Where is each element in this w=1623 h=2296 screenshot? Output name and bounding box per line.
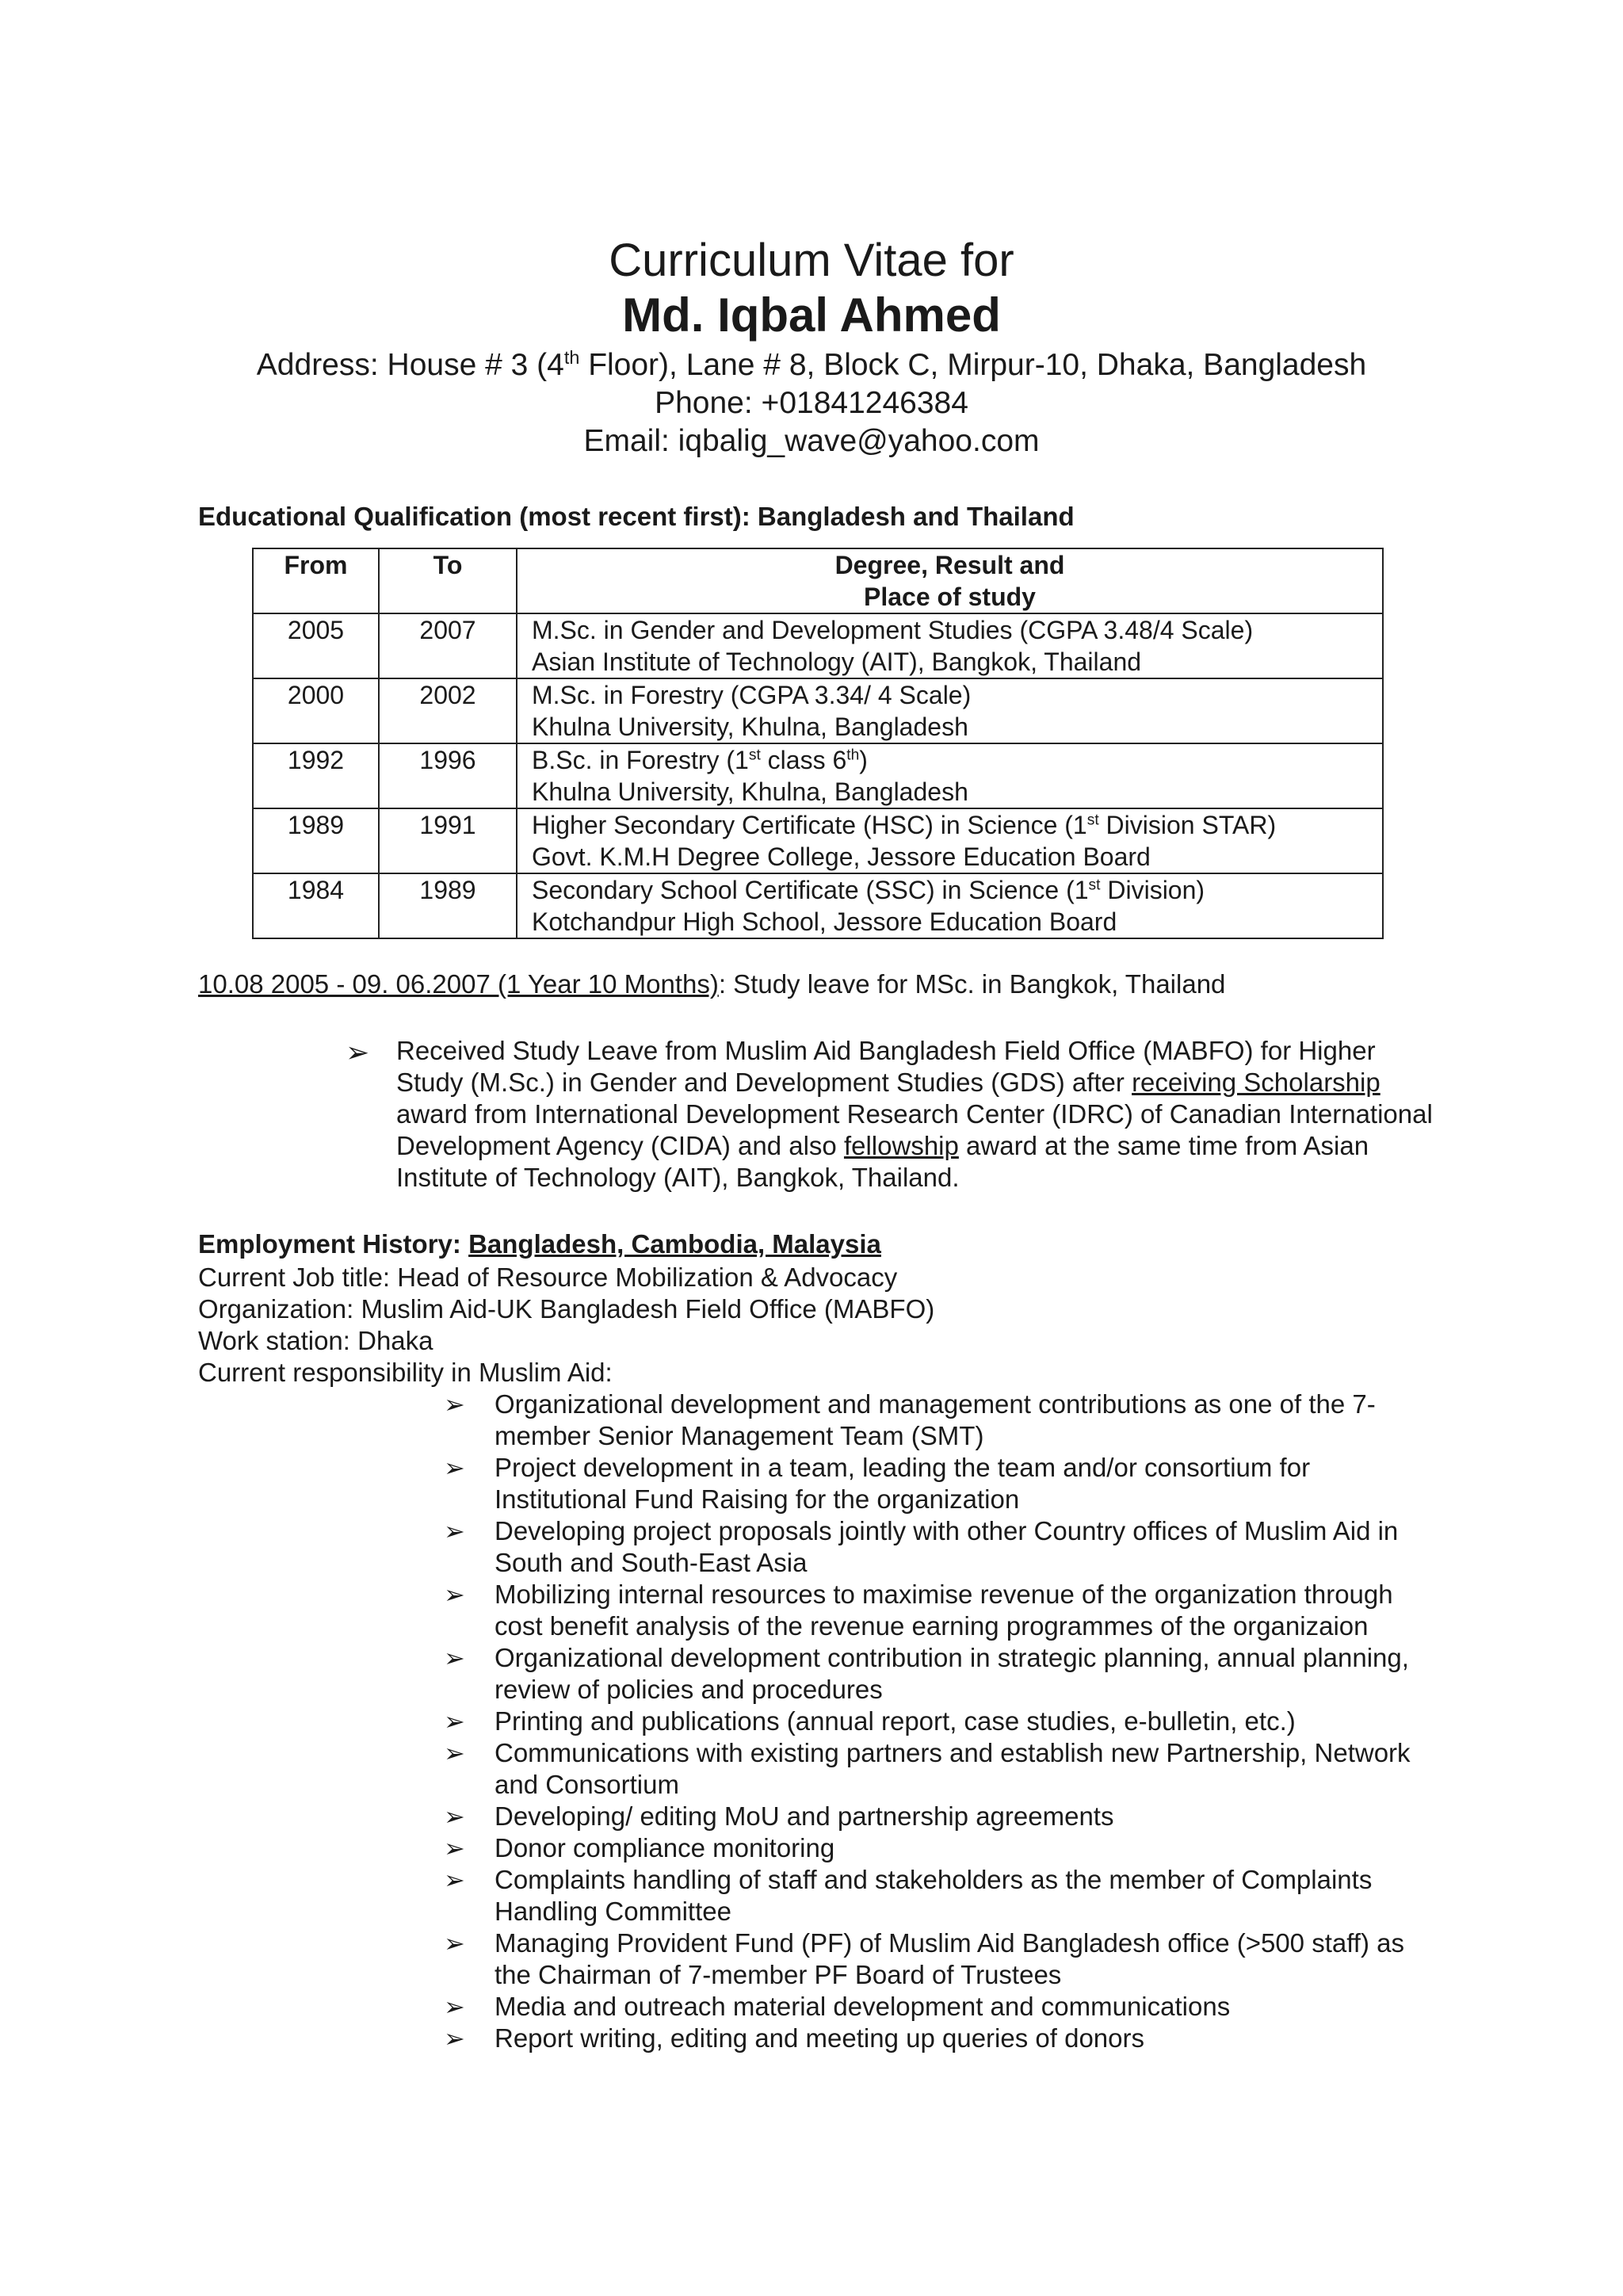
place-of-study: Khulna University, Khulna, Bangladesh [532,777,968,806]
education-table [252,548,1384,939]
responsibility-item [444,1991,1442,2023]
email-line: Email: iqbalig_wave@yahoo.com [583,424,1040,458]
degree-superscript: st [1086,812,1099,829]
address-text-end: Floor), Lane # 8, Block C, Mirpur-10, Dhaka, Bangladesh [579,348,1367,382]
column-header-from: From [253,548,379,613]
work-station: Work station: Dhaka [198,1326,433,1355]
responsibility-list [444,1389,1442,2054]
employment-heading [198,1228,881,1260]
responsibility-text: Media and outreach material development and communications [495,1992,1231,2021]
education-table-row [253,678,1383,743]
address-line [0,346,1623,384]
degree-text: B.Sc. in Forestry (1 [532,746,749,774]
responsibility-item [444,1642,1442,1706]
current-job-title: Current Job title: Head of Resource Mobilization & Advocacy [198,1263,898,1292]
arrowhead-bullet-icon: ➢ [346,1036,370,1068]
degree-text: M.Sc. in Gender and Development Studies (CGPA 3.48/4 Scale) [532,616,1254,644]
arrowhead-bullet-icon: ➢ [444,1707,465,1736]
responsibility-item [444,1389,1442,1452]
education-table-row [253,613,1383,678]
education-heading: Educational Qualification (most recent first): Bangladesh and Thailand [198,502,1075,531]
fellowship-underlined: fellowship [843,1131,959,1160]
place-of-study: Govt. K.M.H Degree College, Jessore Education Board [532,842,1151,871]
address-superscript: th [563,347,580,368]
responsibility-label: Current responsibility in Muslim Aid: [198,1358,613,1387]
responsibility-text: Complaints handling of staff and stakeholders as the member of Complaints Handling Committee [495,1865,1373,1926]
from-year: 2000 [253,678,379,743]
address-text-start: Address: House # 3 (4 [256,348,564,382]
responsibility-item [444,1864,1442,1927]
study-bullet-text-a: Received Study Leave from Muslim Aid Bangladesh Field Office (MABFO) for Higher Study (M.Sc.) in Gender and Development Studies (GDS) after [396,1036,1376,1097]
responsibility-item [444,1801,1442,1832]
degree-cell [517,808,1383,873]
from-year: 1984 [253,873,379,938]
from-year: 2005 [253,613,379,678]
responsibility-text: Report writing, editing and meeting up queries of donors [495,2023,1144,2053]
responsibility-text: Donor compliance monitoring [495,1833,835,1862]
employment-countries: Bangladesh, Cambodia, Malaysia [468,1229,881,1259]
from-year: 1992 [253,743,379,808]
column-header-degree [517,548,1383,613]
column-header-degree-line1: Degree, Result and [834,551,1065,579]
responsibility-item [444,1927,1442,1991]
responsibility-text: Project development in a team, leading the team and/or consortium for Institutional Fund Raising for the organization [495,1453,1311,1514]
responsibility-text: Organizational development contribution in strategic planning, annual planning, review of policies and procedures [495,1643,1409,1704]
place-of-study: Khulna University, Khulna, Bangladesh [532,712,968,741]
responsibility-item [444,2023,1442,2054]
degree-text: Secondary School Certificate (SSC) in Science (1 [532,876,1089,904]
degree-result [532,679,1382,711]
education-table-row [253,743,1383,808]
arrowhead-bullet-icon: ➢ [444,1929,465,1958]
responsibility-text: Printing and publications (annual report, case studies, e-bulletin, etc.) [495,1706,1296,1736]
from-year: 1989 [253,808,379,873]
organization: Organization: Muslim Aid-UK Bangladesh Field Office (MABFO) [198,1294,935,1324]
degree-cell [517,678,1383,743]
study-leave-bullet [396,1035,1442,1194]
to-year: 1989 [379,873,517,938]
study-leave-description: : Study leave for MSc. in Bangkok, Thailand [718,969,1226,999]
degree-result [532,874,1382,906]
responsibility-text: Managing Provident Fund (PF) of Muslim Aid Bangladesh office (>500 staff) as the Chairman of 7-member PF Board of Trustees [495,1928,1404,1989]
degree-text-cont: Division STAR) [1098,811,1277,839]
arrowhead-bullet-icon: ➢ [444,1580,465,1609]
arrowhead-bullet-icon: ➢ [444,1517,465,1545]
degree-text-end: ) [859,746,868,774]
cv-title: Curriculum Vitae for [609,235,1014,286]
place-of-study: Kotchandpur High School, Jessore Education Board [532,907,1117,936]
degree-result [532,614,1382,646]
degree-superscript-2: th [846,747,860,764]
column-header-degree-line2: Place of study [864,583,1036,611]
degree-text: Higher Secondary Certificate (HSC) in Science (1 [532,811,1087,839]
to-year: 1996 [379,743,517,808]
education-table-header-row [253,548,1383,613]
degree-cell [517,613,1383,678]
to-year: 1991 [379,808,517,873]
responsibility-text: Mobilizing internal resources to maximise revenue of the organization through cost benefit analysis of the revenue earning programmes of the organizaion [495,1580,1393,1641]
responsibility-item [444,1515,1442,1579]
degree-text-cont: class 6 [760,746,847,774]
arrowhead-bullet-icon: ➢ [444,1992,465,2021]
employment-heading-label: Employment History: [198,1229,469,1259]
arrowhead-bullet-icon: ➢ [444,1834,465,1862]
degree-text-cont: Division) [1100,876,1205,904]
scholarship-underlined: receiving Scholarship [1132,1068,1381,1097]
to-year: 2007 [379,613,517,678]
arrowhead-bullet-icon: ➢ [444,2024,465,2053]
arrowhead-bullet-icon: ➢ [444,1739,465,1767]
degree-superscript: st [748,747,761,764]
place-of-study: Asian Institute of Technology (AIT), Bangkok, Thailand [532,648,1142,676]
to-year: 2002 [379,678,517,743]
responsibility-text: Organizational development and management contributions as one of the 7-member Senior Management Team (SMT) [495,1389,1376,1450]
arrowhead-bullet-icon: ➢ [444,1454,465,1482]
arrowhead-bullet-icon: ➢ [444,1802,465,1831]
education-table-body [253,613,1383,938]
education-table-row [253,808,1383,873]
education-table-row [253,873,1383,938]
degree-result [532,809,1382,841]
responsibility-text: Developing/ editing MoU and partnership agreements [495,1801,1114,1831]
study-bullet-text-c: award at the same time from Asian Institute of Technology (AIT), Bangkok, Thailand. [396,1131,1369,1192]
arrowhead-bullet-icon: ➢ [444,1644,465,1672]
responsibility-item [444,1706,1442,1737]
responsibility-item [444,1452,1442,1515]
column-header-to: To [379,548,517,613]
responsibility-item [444,1579,1442,1642]
responsibility-text: Communications with existing partners and establish new Partnership, Network and Consortium [495,1738,1411,1799]
arrowhead-bullet-icon: ➢ [444,1866,465,1894]
study-leave-line [198,968,1225,1000]
arrowhead-bullet-icon: ➢ [444,1390,465,1419]
degree-cell [517,873,1383,938]
phone-line: Phone: +01841246384 [655,386,968,420]
degree-result [532,744,1382,776]
responsibility-item [444,1737,1442,1801]
responsibility-item [444,1832,1442,1864]
degree-text: M.Sc. in Forestry (CGPA 3.34/ 4 Scale) [532,681,972,709]
degree-superscript: st [1088,877,1101,894]
responsibility-text: Developing project proposals jointly with other Country offices of Muslim Aid in South and South-East Asia [495,1516,1399,1577]
degree-cell [517,743,1383,808]
study-leave-period: 10.08 2005 - 09. 06.2007 (1 Year 10 Months) [198,969,719,999]
study-bullet-text-b: award from International Development Research Center (IDRC) of Canadian International Development Agency (CIDA) and also [396,1099,1433,1160]
candidate-name: Md. Iqbal Ahmed [622,288,1001,342]
